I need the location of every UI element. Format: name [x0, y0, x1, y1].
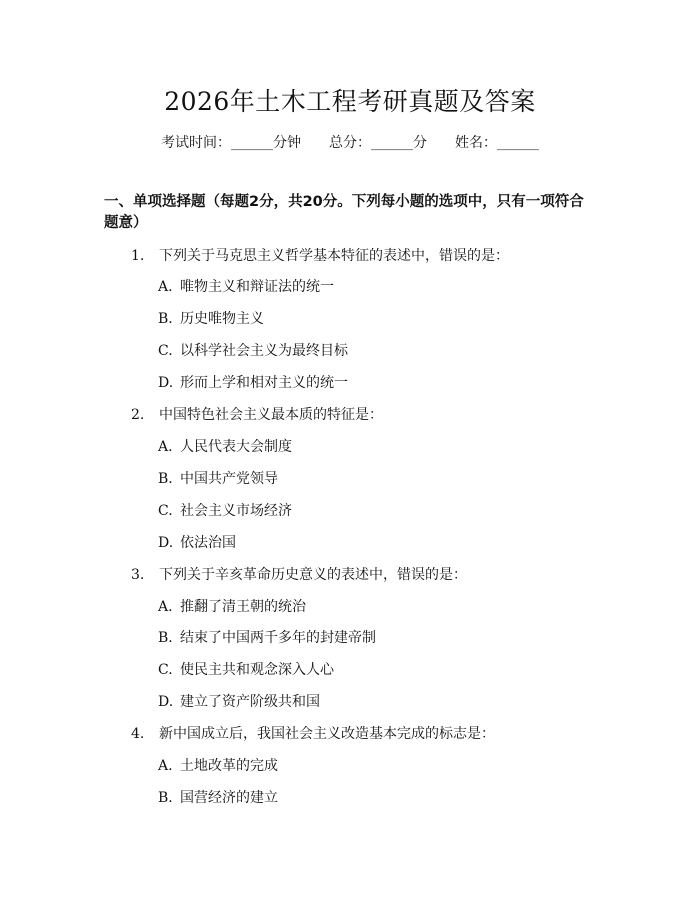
page-title: 2026年土木工程考研真题及答案	[164, 87, 536, 116]
question-text: 新中国成立后，我国社会主义改造基本完成的标志是：	[159, 726, 495, 742]
option-letter: C.	[158, 662, 173, 678]
option-text: 国营经济的建立	[180, 790, 278, 806]
option-letter: A.	[158, 599, 173, 615]
option-text: 形而上学和相对主义的统一	[180, 375, 348, 391]
option-text: 结束了中国两千多年的封建帝制	[180, 630, 376, 646]
question-number: 4.	[131, 726, 145, 742]
exam-meta	[0, 132, 700, 152]
exam-name: 姓名：______	[455, 135, 539, 151]
option-text: 中国共产党领导	[180, 471, 278, 487]
option-letter: A.	[158, 439, 173, 455]
option	[158, 532, 236, 552]
question-number: 1.	[131, 248, 145, 264]
option-text: 唯物主义和辩证法的统一	[180, 279, 334, 295]
option-letter: B.	[158, 311, 173, 327]
section-heading: 一、单项选择题（每题2分，共20分。下列每小题的选项中，只有一项符合题意）	[104, 194, 584, 231]
option-letter: A.	[158, 758, 173, 774]
option	[158, 468, 278, 488]
option	[158, 691, 320, 711]
question	[131, 404, 383, 424]
option-letter: D.	[158, 694, 174, 710]
option	[158, 500, 292, 520]
question-number: 2.	[131, 407, 145, 423]
question	[131, 564, 467, 584]
exam-time: 考试时间：______分钟	[161, 135, 301, 151]
option	[158, 436, 292, 456]
question	[131, 723, 495, 743]
option-text: 以科学社会主义为最终目标	[180, 343, 348, 359]
option-text: 推翻了清王朝的统治	[180, 599, 306, 615]
option-text: 依法治国	[180, 535, 236, 551]
exam-score: 总分：______分	[329, 135, 427, 151]
option-text: 土地改革的完成	[180, 758, 278, 774]
question-number: 3.	[131, 567, 145, 583]
option	[158, 787, 278, 807]
option-letter: C.	[158, 503, 173, 519]
option-text: 社会主义市场经济	[180, 503, 292, 519]
option-text: 历史唯物主义	[180, 311, 264, 327]
option-letter: A.	[158, 279, 173, 295]
question	[131, 245, 509, 265]
option-text: 建立了资产阶级共和国	[180, 694, 320, 710]
option	[158, 308, 264, 328]
option-letter: D.	[158, 535, 174, 551]
option	[158, 372, 348, 392]
option-letter: B.	[158, 630, 173, 646]
option-letter: B.	[158, 790, 173, 806]
option	[158, 596, 306, 616]
question-text: 下列关于马克思主义哲学基本特征的表述中，错误的是：	[159, 248, 509, 264]
option-text: 使民主共和观念深入人心	[180, 662, 334, 678]
option-letter: B.	[158, 471, 173, 487]
option-letter: C.	[158, 343, 173, 359]
option-text: 人民代表大会制度	[180, 439, 292, 455]
option-letter: D.	[158, 375, 174, 391]
option	[158, 755, 278, 775]
question-text: 下列关于辛亥革命历史意义的表述中，错误的是：	[159, 567, 467, 583]
option	[158, 627, 376, 647]
question-text: 中国特色社会主义最本质的特征是：	[159, 407, 383, 423]
option	[158, 276, 334, 296]
option	[158, 340, 348, 360]
option	[158, 659, 334, 679]
